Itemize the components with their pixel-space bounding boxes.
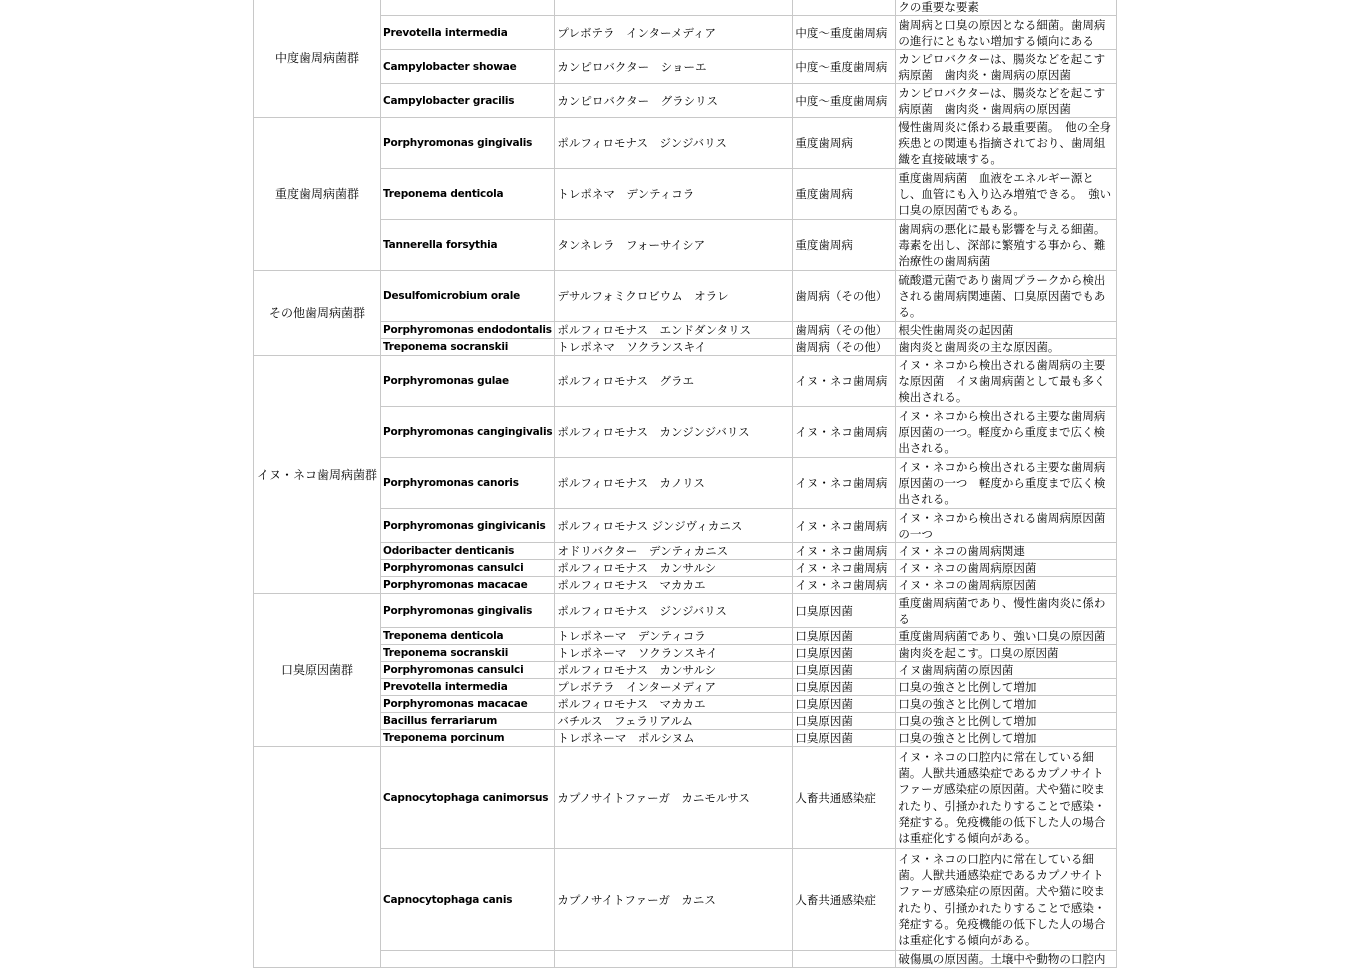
description: 歯肉炎を起こす。口臭の原因菌	[896, 645, 1117, 662]
description: 歯周病と口臭の原因となる細菌。歯周病の進行にともない増加する傾向にある	[896, 16, 1117, 50]
japanese-name: トレポネーマ ポルシヌム	[555, 730, 793, 747]
description: 慢性歯周炎に係わる最重要菌。 他の全身疾患との関連も指摘されており、歯周組織を直接破壊する。	[896, 118, 1117, 169]
category: 口臭原因菌	[793, 628, 896, 645]
category: 口臭原因菌	[793, 730, 896, 747]
japanese-name: ポルフィロモナス ジンジバリス	[555, 594, 793, 628]
description: 重度歯周病菌であり、強い口臭の原因菌	[896, 628, 1117, 645]
category: 口臭原因菌	[793, 696, 896, 713]
category	[793, 951, 896, 968]
scientific-name: Tannerella forsythia	[381, 220, 555, 271]
category: 重度歯周病	[793, 169, 896, 220]
category: 歯周病（その他）	[793, 339, 896, 356]
scientific-name: Treponema socranskii	[381, 339, 555, 356]
category: イヌ・ネコ歯周病	[793, 543, 896, 560]
category: イヌ・ネコ歯周病	[793, 509, 896, 543]
description: 破傷風の原因菌。土壌中や動物の口腔内	[896, 951, 1117, 968]
description: イヌ・ネコの口腔内に常在している細菌。人獣共通感染症であるカプノサイトファーガ感染症の原因菌。犬や猫に咬まれたり、引掻かれたりすることで感染・発症する。免疫機能の低下した人の場合は重症化する傾向がある。	[896, 747, 1117, 849]
bacteria-table	[253, 0, 1117, 968]
japanese-name: カプノサイトファーガ カニス	[555, 849, 793, 951]
description: イヌ・ネコの歯周病原因菌	[896, 560, 1117, 577]
scientific-name: Porphyromonas cangingivalis	[381, 407, 555, 458]
japanese-name: トレポネーマ ソクランスキイ	[555, 645, 793, 662]
category: 中度〜重度歯周病	[793, 16, 896, 50]
scientific-name: Porphyromonas macacae	[381, 577, 555, 594]
scientific-name	[381, 951, 555, 968]
scientific-name: Porphyromonas canoris	[381, 458, 555, 509]
japanese-name: タンネレラ フォーサイシア	[555, 220, 793, 271]
japanese-name: カンピロバクター ショーエ	[555, 50, 793, 84]
group-label: 口臭原因菌群	[254, 594, 381, 747]
scientific-name: Porphyromonas gulae	[381, 356, 555, 407]
description: クの重要な要素	[896, 0, 1117, 16]
description: 口臭の強さと比例して増加	[896, 696, 1117, 713]
japanese-name: ポルフィロモナス カンジンジバリス	[555, 407, 793, 458]
japanese-name: ポルフィロモナス カノリス	[555, 458, 793, 509]
japanese-name: カンピロバクター グラシリス	[555, 84, 793, 118]
category: 人畜共通感染症	[793, 849, 896, 951]
category: 中度〜重度歯周病	[793, 50, 896, 84]
scientific-name: Capnocytophaga canis	[381, 849, 555, 951]
scientific-name: Treponema denticola	[381, 628, 555, 645]
group-label	[254, 747, 381, 968]
scientific-name: Prevotella intermedia	[381, 679, 555, 696]
japanese-name: ポルフィロモナス カンサルシ	[555, 662, 793, 679]
japanese-name: バチルス フェラリアルム	[555, 713, 793, 730]
category: イヌ・ネコ歯周病	[793, 560, 896, 577]
scientific-name: Porphyromonas macacae	[381, 696, 555, 713]
category	[793, 0, 896, 16]
scientific-name: Porphyromonas gingivicanis	[381, 509, 555, 543]
category: イヌ・ネコ歯周病	[793, 356, 896, 407]
category: 歯周病（その他）	[793, 271, 896, 322]
scientific-name: Porphyromonas gingivalis	[381, 118, 555, 169]
japanese-name: ポルフィロモナス ジンジバリス	[555, 118, 793, 169]
description: イヌ歯周病菌の原因菌	[896, 662, 1117, 679]
scientific-name: Odoribacter denticanis	[381, 543, 555, 560]
category: 人畜共通感染症	[793, 747, 896, 849]
japanese-name	[555, 0, 793, 16]
japanese-name: ポルフィロモナス エンドダンタリス	[555, 322, 793, 339]
japanese-name: デサルフォミクロビウム オラレ	[555, 271, 793, 322]
japanese-name: プレボテラ インターメディア	[555, 679, 793, 696]
category: 歯周病（その他）	[793, 322, 896, 339]
description: 歯周病の悪化に最も影響を与える細菌。毒素を出し、深部に繁殖する事から、難治療性の歯周病菌	[896, 220, 1117, 271]
description: 根尖性歯周炎の起因菌	[896, 322, 1117, 339]
group-label: 重度歯周病菌群	[254, 118, 381, 271]
category: イヌ・ネコ歯周病	[793, 458, 896, 509]
category: 口臭原因菌	[793, 662, 896, 679]
description: カンピロバクターは、腸炎などを起こす病原菌 歯肉炎・歯周病の原因菌	[896, 50, 1117, 84]
description: カンピロバクターは、腸炎などを起こす病原菌 歯肉炎・歯周病の原因菌	[896, 84, 1117, 118]
description: イヌ・ネコの歯周病関連	[896, 543, 1117, 560]
japanese-name: プレボテラ インターメディア	[555, 16, 793, 50]
description: イヌ・ネコの口腔内に常在している細菌。人獣共通感染症であるカプノサイトファーガ感染症の原因菌。犬や猫に咬まれたり、引掻かれたりすることで感染・発症する。免疫機能の低下した人の場合は重症化する傾向がある。	[896, 849, 1117, 951]
scientific-name: Desulfomicrobium orale	[381, 271, 555, 322]
scientific-name: Treponema socranskii	[381, 645, 555, 662]
category: 重度歯周病	[793, 118, 896, 169]
category: イヌ・ネコ歯周病	[793, 407, 896, 458]
scientific-name: Porphyromonas gingivalis	[381, 594, 555, 628]
description: 口臭の強さと比例して増加	[896, 713, 1117, 730]
category: 口臭原因菌	[793, 594, 896, 628]
group-label: 中度歯周病菌群	[254, 0, 381, 118]
japanese-name: ポルフィロモナス マカカエ	[555, 577, 793, 594]
japanese-name: カプノサイトファーガ カニモルサス	[555, 747, 793, 849]
group-label: その他歯周病菌群	[254, 271, 381, 356]
japanese-name: ポルフィロモナス カンサルシ	[555, 560, 793, 577]
scientific-name: Treponema denticola	[381, 169, 555, 220]
scientific-name: Porphyromonas cansulci	[381, 662, 555, 679]
scientific-name: Treponema porcinum	[381, 730, 555, 747]
japanese-name: オドリバクター デンティカニス	[555, 543, 793, 560]
japanese-name: トレポネマ デンティコラ	[555, 169, 793, 220]
scientific-name: Prevotella intermedia	[381, 16, 555, 50]
description: 硫酸還元菌であり歯周プラークから検出される歯周病関連菌、口臭原因菌でもある。	[896, 271, 1117, 322]
category: 中度〜重度歯周病	[793, 84, 896, 118]
description: イヌ・ネコから検出される歯周病原因菌の一つ	[896, 509, 1117, 543]
category: 重度歯周病	[793, 220, 896, 271]
description: 重度歯周病菌 血液をエネルギー源とし、血管にも入り込み増殖できる。 強い口臭の原因菌でもある。	[896, 169, 1117, 220]
japanese-name	[555, 951, 793, 968]
description: イヌ・ネコから検出される歯周病の主要な原因菌 イヌ歯周病菌として最も多く検出される。	[896, 356, 1117, 407]
category: イヌ・ネコ歯周病	[793, 577, 896, 594]
japanese-name: ポルフィロモナス グラエ	[555, 356, 793, 407]
scientific-name	[381, 0, 555, 16]
japanese-name: トレポネーマ デンティコラ	[555, 628, 793, 645]
description: イヌ・ネコから検出される主要な歯周病原因菌の一つ。軽度から重度まで広く検出される。	[896, 407, 1117, 458]
scientific-name: Porphyromonas cansulci	[381, 560, 555, 577]
category: 口臭原因菌	[793, 645, 896, 662]
japanese-name: トレポネマ ソクランスキイ	[555, 339, 793, 356]
category: 口臭原因菌	[793, 679, 896, 696]
scientific-name: Bacillus ferrariarum	[381, 713, 555, 730]
japanese-name: ポルフィロモナス ジンジヴィカニス	[555, 509, 793, 543]
scientific-name: Capnocytophaga canimorsus	[381, 747, 555, 849]
description: イヌ・ネコから検出される主要な歯周病原因菌の一つ 軽度から重度まで広く検出される。	[896, 458, 1117, 509]
description: 口臭の強さと比例して増加	[896, 679, 1117, 696]
description: 歯肉炎と歯周炎の主な原因菌。	[896, 339, 1117, 356]
japanese-name: ポルフィロモナス マカカエ	[555, 696, 793, 713]
scientific-name: Porphyromonas endodontalis	[381, 322, 555, 339]
group-label: イヌ・ネコ歯周病菌群	[254, 356, 381, 594]
scientific-name: Campylobacter showae	[381, 50, 555, 84]
category: 口臭原因菌	[793, 713, 896, 730]
description: 口臭の強さと比例して増加	[896, 730, 1117, 747]
scientific-name: Campylobacter gracilis	[381, 84, 555, 118]
description: 重度歯周病菌であり、慢性歯肉炎に係わる	[896, 594, 1117, 628]
description: イヌ・ネコの歯周病原因菌	[896, 577, 1117, 594]
